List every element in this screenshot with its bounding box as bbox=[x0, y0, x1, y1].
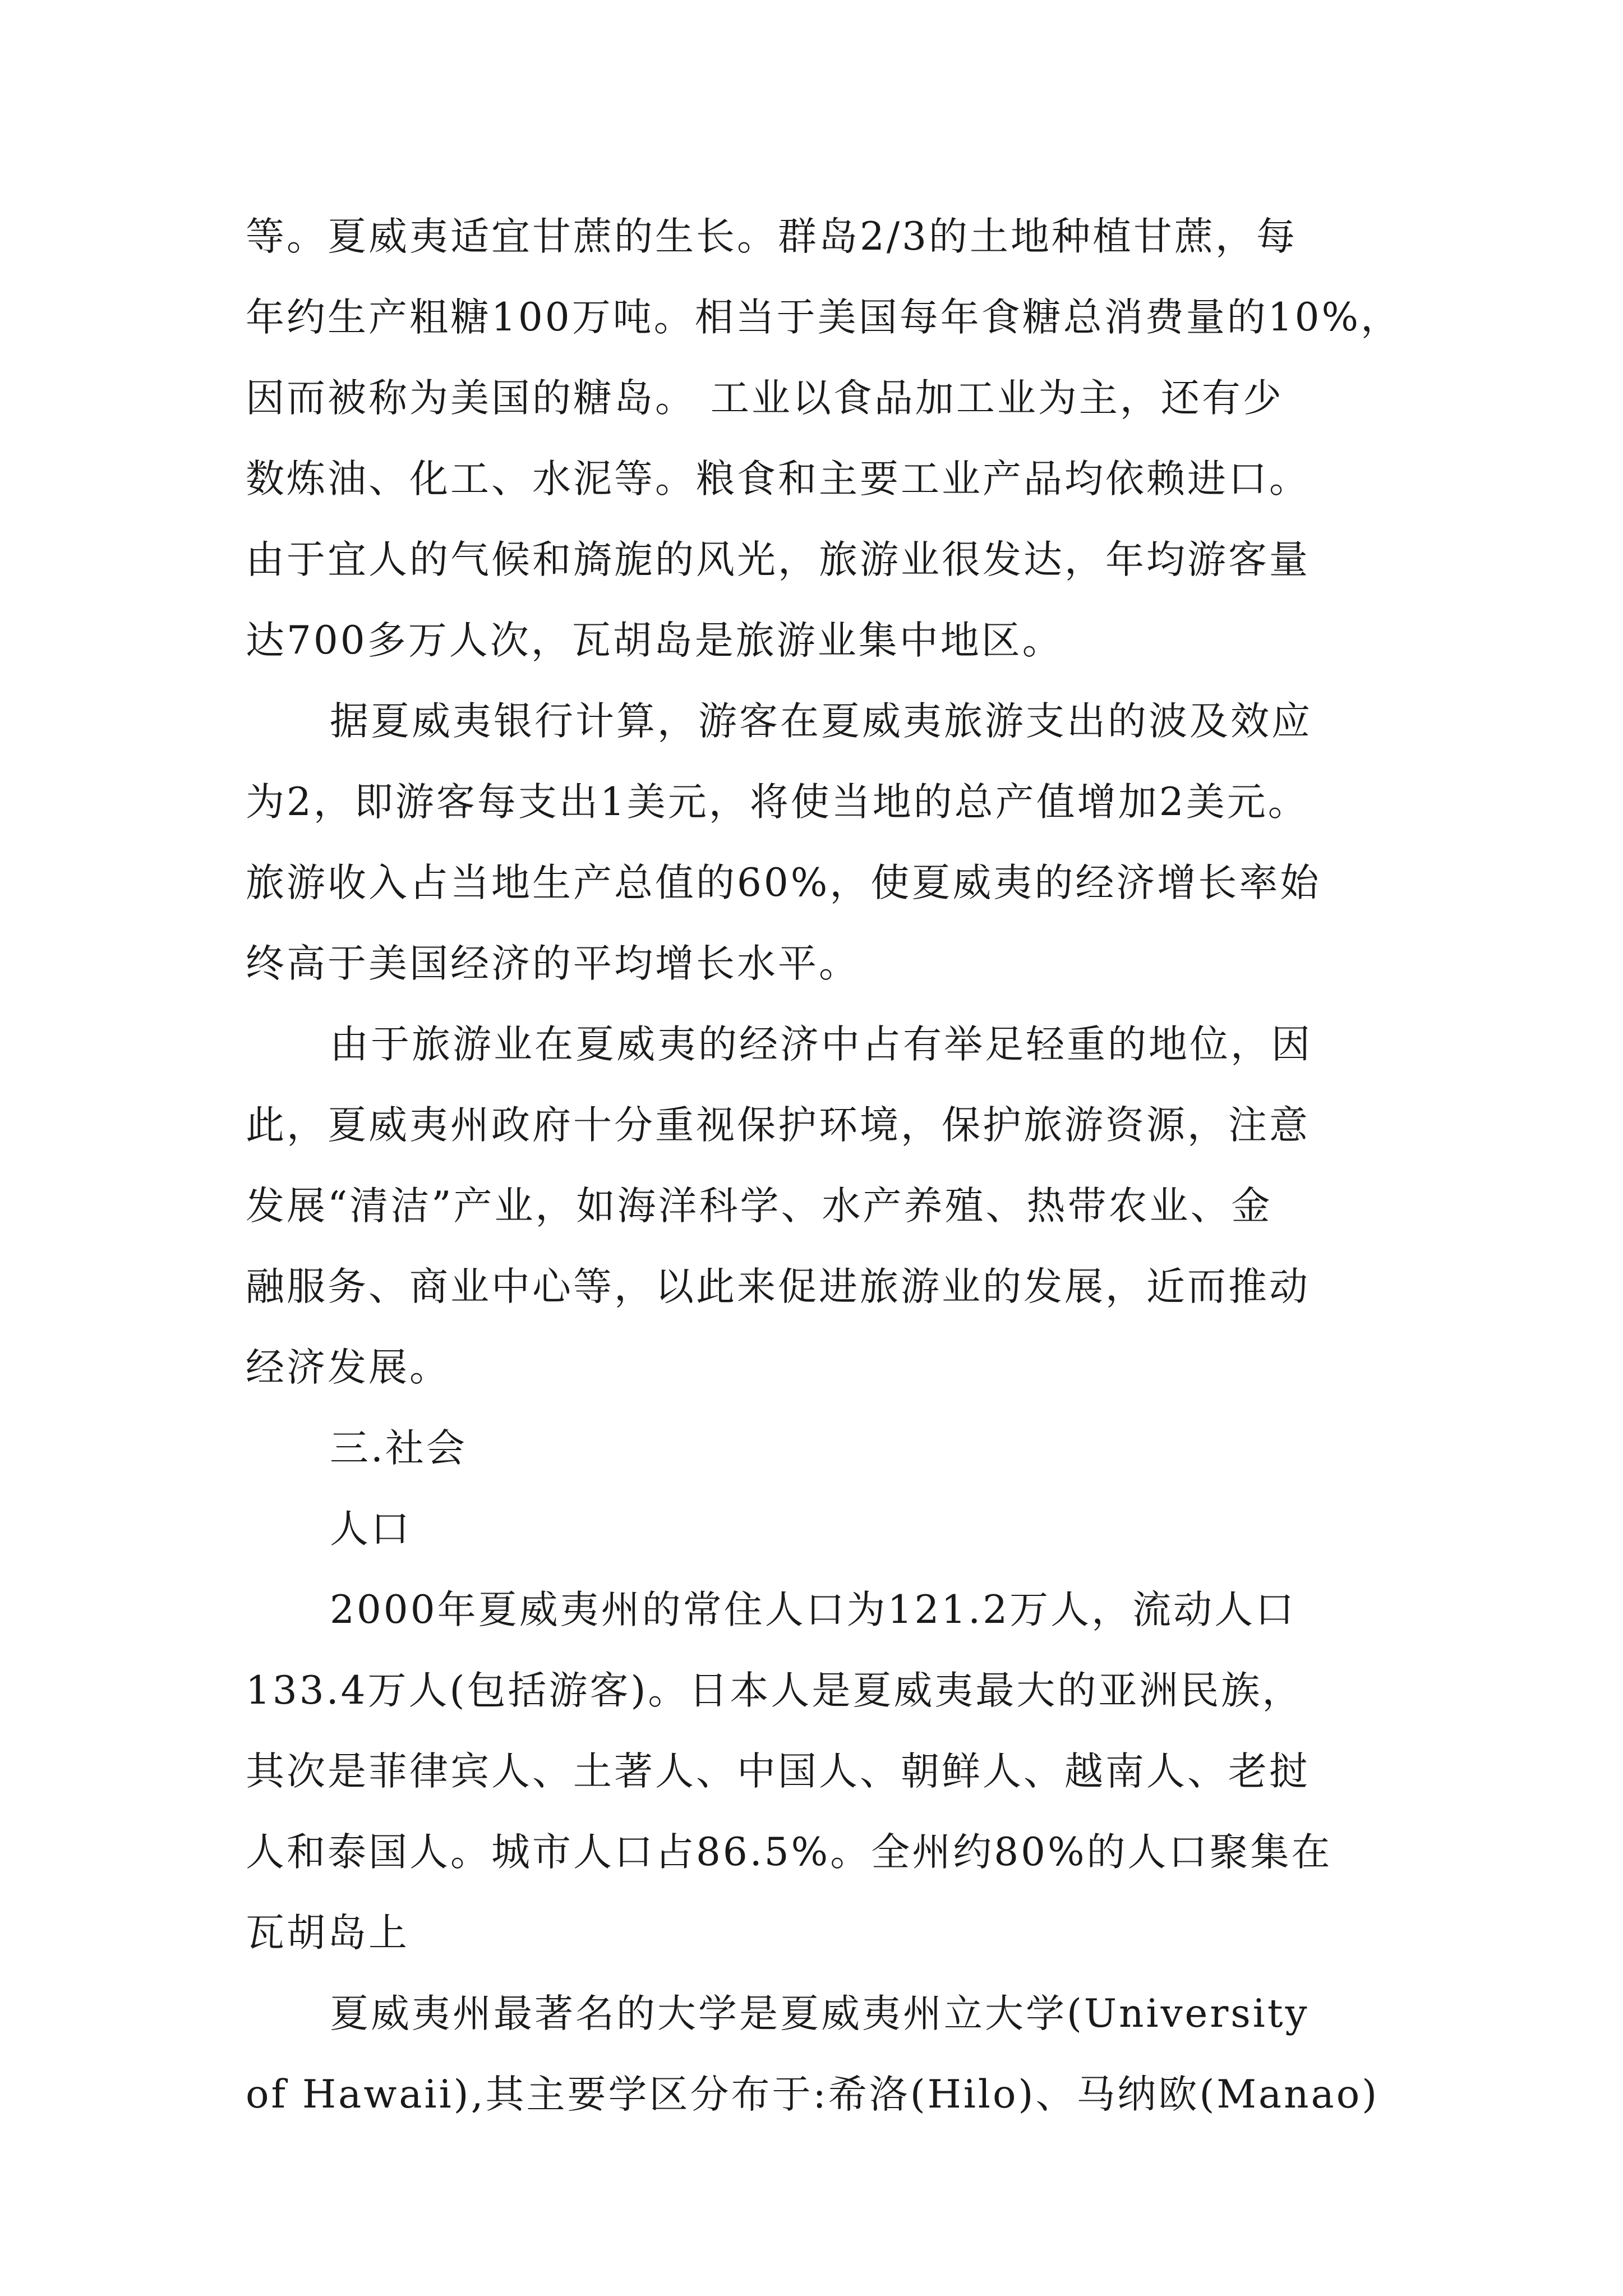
paragraph-line: 为2，即游客每支出1美元，将使当地的总产值增加2美元。 bbox=[246, 780, 1309, 825]
paragraph-line: 瓦胡岛上 bbox=[246, 1911, 409, 1955]
paragraph-line: 由于宜人的气候和旖旎的风光，旅游业很发达，年均游客量 bbox=[246, 537, 1310, 582]
paragraph-line: 旅游收入占当地生产总值的60%，使夏威夷的经济增长率始 bbox=[246, 861, 1321, 905]
paragraph-line: 数炼油、化工、水泥等。粮食和主要工业产品均依赖进口。 bbox=[246, 457, 1310, 501]
paragraph-line: 发展“清洁”产业，如海洋科学、水产养殖、热带农业、金 bbox=[246, 1184, 1272, 1228]
paragraph-line: of Hawaii),其主要学区分布于:希洛(Hilo)、马纳欧(Manao) bbox=[246, 2072, 1380, 2117]
document-body bbox=[246, 196, 1412, 2135]
paragraph-line: 融服务、商业中心等，以此来促进旅游业的发展，近而推动 bbox=[246, 1264, 1310, 1309]
paragraph-line: 等。夏威夷适宜甘蔗的生长。群岛2/3的土地种植甘蔗，每 bbox=[246, 214, 1298, 259]
paragraph-line: 达700多万人次，瓦胡岛是旅游业集中地区。 bbox=[246, 618, 1063, 663]
paragraph-line: 人和泰国人。城市人口占86.5%。全州约80%的人口聚集在 bbox=[246, 1830, 1332, 1875]
paragraph-line: 因而被称为美国的糖岛。 工业以食品加工业为主，还有少 bbox=[246, 376, 1284, 421]
paragraph-line: 由于旅游业在夏威夷的经济中占有举足轻重的地位，因 bbox=[330, 1022, 1312, 1067]
paragraph-line: 据夏威夷银行计算，游客在夏威夷旅游支出的波及效应 bbox=[330, 699, 1312, 744]
paragraph-line: 年约生产粗糖100万吨。相当于美国每年食糖总消费量的10%， bbox=[246, 295, 1402, 340]
paragraph-line: 其次是菲律宾人、土著人、中国人、朝鲜人、越南人、老挝 bbox=[246, 1749, 1310, 1794]
subsection-heading: 人口 bbox=[330, 1507, 412, 1552]
paragraph-line: 133.4万人(包括游客)。日本人是夏威夷最大的亚洲民族， bbox=[246, 1668, 1303, 1713]
paragraph-line: 经济发展。 bbox=[246, 1345, 450, 1390]
paragraph-line: 此，夏威夷州政府十分重视保护环境，保护旅游资源，注意 bbox=[246, 1103, 1310, 1148]
paragraph-line: 夏威夷州最著名的大学是夏威夷州立大学(University bbox=[330, 1991, 1310, 2036]
paragraph-line: 2000年夏威夷州的常住人口为121.2万人，流动人口 bbox=[330, 1588, 1297, 1632]
section-heading: 三.社会 bbox=[330, 1426, 467, 1471]
paragraph-line: 终高于美国经济的平均增长水平。 bbox=[246, 941, 860, 986]
